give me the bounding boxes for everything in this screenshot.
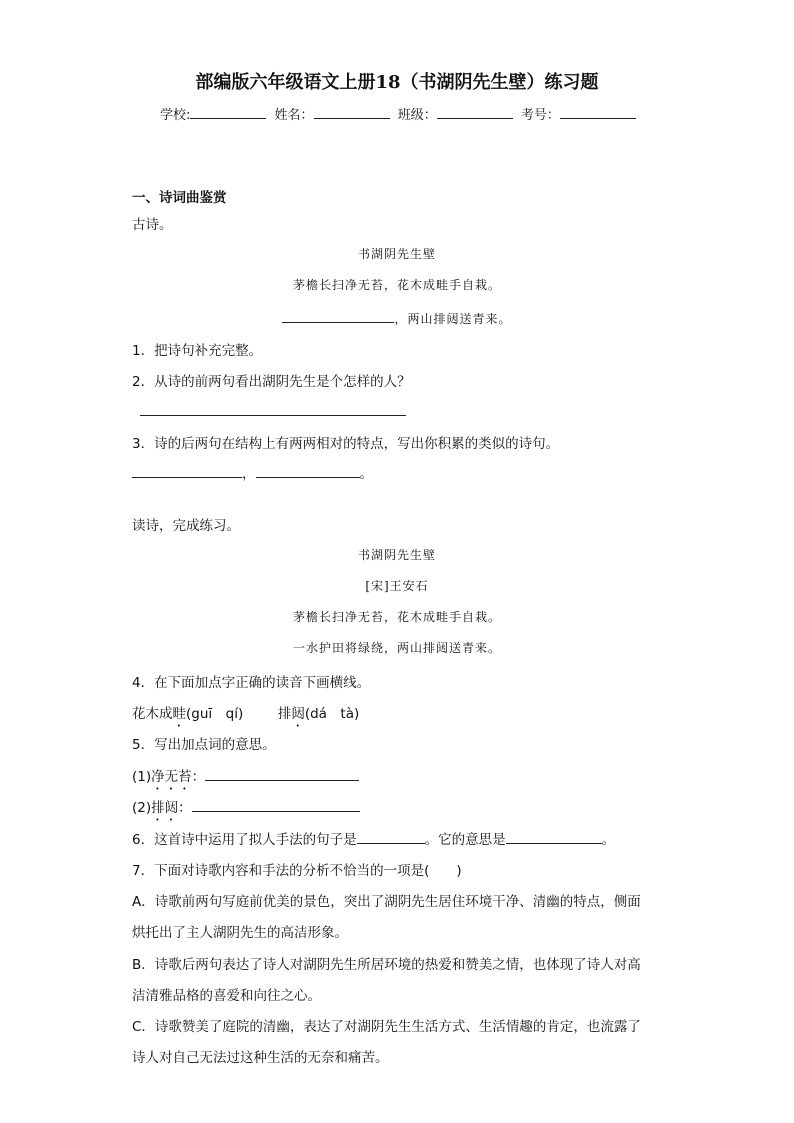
q4-item2-pinyin-options[interactable]: (dá tà) [304,706,360,722]
poem1-blank-field[interactable] [282,307,394,323]
question-2: 2．从诗的前两句看出湖阴先生是个怎样的人？ [132,374,411,390]
option-b-line1[interactable]: B．诗歌后两句表达了诗人对湖阴先生所居环境的热爱和赞美之情，也体现了诗人对高 [132,957,641,973]
q5-1-answer-field[interactable] [205,765,359,781]
question-3-answer-field-1[interactable] [132,462,242,478]
poem1-line2-suffix: ，两山排闼送青来。 [394,312,512,326]
option-a-line1[interactable]: A．诗歌前两句写庭前优美的景色，突出了湖阴先生居住环境干净、清幽的特点，侧面 [132,894,641,910]
question-7: 7．下面对诗歌内容和手法的分析不恰当的一项是( ) [132,863,462,879]
class-label: 班级： [397,108,437,123]
q6-answer-field-2[interactable] [506,828,602,844]
q5-2-dotted-word: 排闼 [151,800,179,816]
comma: ， [242,466,256,482]
q6-text-c: 。 [601,832,616,848]
question-6 [132,828,615,848]
school-field[interactable] [190,104,266,119]
poem2-line2: 一水护田将绿绕，两山排闼送青来。 [292,641,501,655]
name-label: 姓名： [274,108,314,123]
option-a-line2[interactable]: 烘托出了主人湖阴先生的高洁形象。 [132,925,348,941]
q5-2-answer-field[interactable] [192,796,360,812]
q6-answer-field-1[interactable] [357,828,425,844]
question-3-answer-field-2[interactable] [256,462,360,478]
section1-intro: 古诗。 [132,217,173,233]
school-label: 学校: [160,108,191,123]
poem1-line2 [0,307,794,327]
class-field[interactable] [437,104,513,119]
student-info-row [160,104,640,123]
question-4-items [132,702,359,730]
option-c-line2[interactable]: 诗人对自己无法过这种生活的无奈和痛苦。 [132,1050,389,1066]
poem2-author: [宋]王安石 [365,579,429,593]
section2-intro: 读诗，完成练习。 [132,518,240,534]
q5-2-number: (2) [132,800,152,816]
period: 。 [359,466,373,482]
q5-1-dotted-word: 净无苔 [151,769,192,785]
question-1: 1．把诗句补充完整。 [132,343,263,359]
question-3: 3．诗的后两句在结构上有两两相对的特点，写出你积累的类似的诗句。 [132,436,560,452]
question-5-1 [132,765,359,793]
q5-1-colon: ： [191,769,206,785]
question-2-answer-field[interactable] [140,399,406,416]
poem2-title: 书湖阴先生壁 [357,548,436,562]
poem2-line1: 茅檐长扫净无苔，花木成畦手自栽。 [292,610,501,624]
question-4: 4．在下面加点字正确的读音下画横线。 [132,675,371,691]
option-c-line1[interactable]: C．诗歌赞美了庭院的清幽，表达了对湖阴先生生活方式、生活情趣的肯定，也流露了 [132,1019,641,1035]
q4-item2-text: 排 [277,706,292,722]
page-title: 部编版六年级语文上册18（书湖阴先生壁）练习题 [195,72,599,93]
q4-item1-dotted-char: 畦 [172,706,186,722]
poem1-title: 书湖阴先生壁 [357,247,436,261]
poem1-line1: 茅檐长扫净无苔，花木成畦手自栽。 [292,278,501,292]
q6-text-b: 。它的意思是 [424,832,506,848]
section-heading: 一、诗词曲鉴赏 [132,190,227,206]
q6-text-a: 6．这首诗中运用了拟人手法的句子是 [132,832,357,848]
q4-item2-dotted-char: 闼 [291,706,305,722]
question-5-2 [132,796,360,824]
question-5: 5．写出加点词的意思。 [132,737,276,753]
question-3-answer-row [132,462,373,482]
q4-item1-pinyin-options[interactable]: (guī qí) [186,706,244,722]
q5-2-colon: ： [178,800,192,816]
exam-number-label: 考号： [520,108,560,123]
name-field[interactable] [314,104,390,119]
exam-number-field[interactable] [560,104,636,119]
q5-1-number: (1) [132,769,152,785]
q4-item1-text: 花木成 [132,706,173,722]
option-b-line2[interactable]: 洁清雅品格的喜爱和向往之心。 [132,988,321,1004]
